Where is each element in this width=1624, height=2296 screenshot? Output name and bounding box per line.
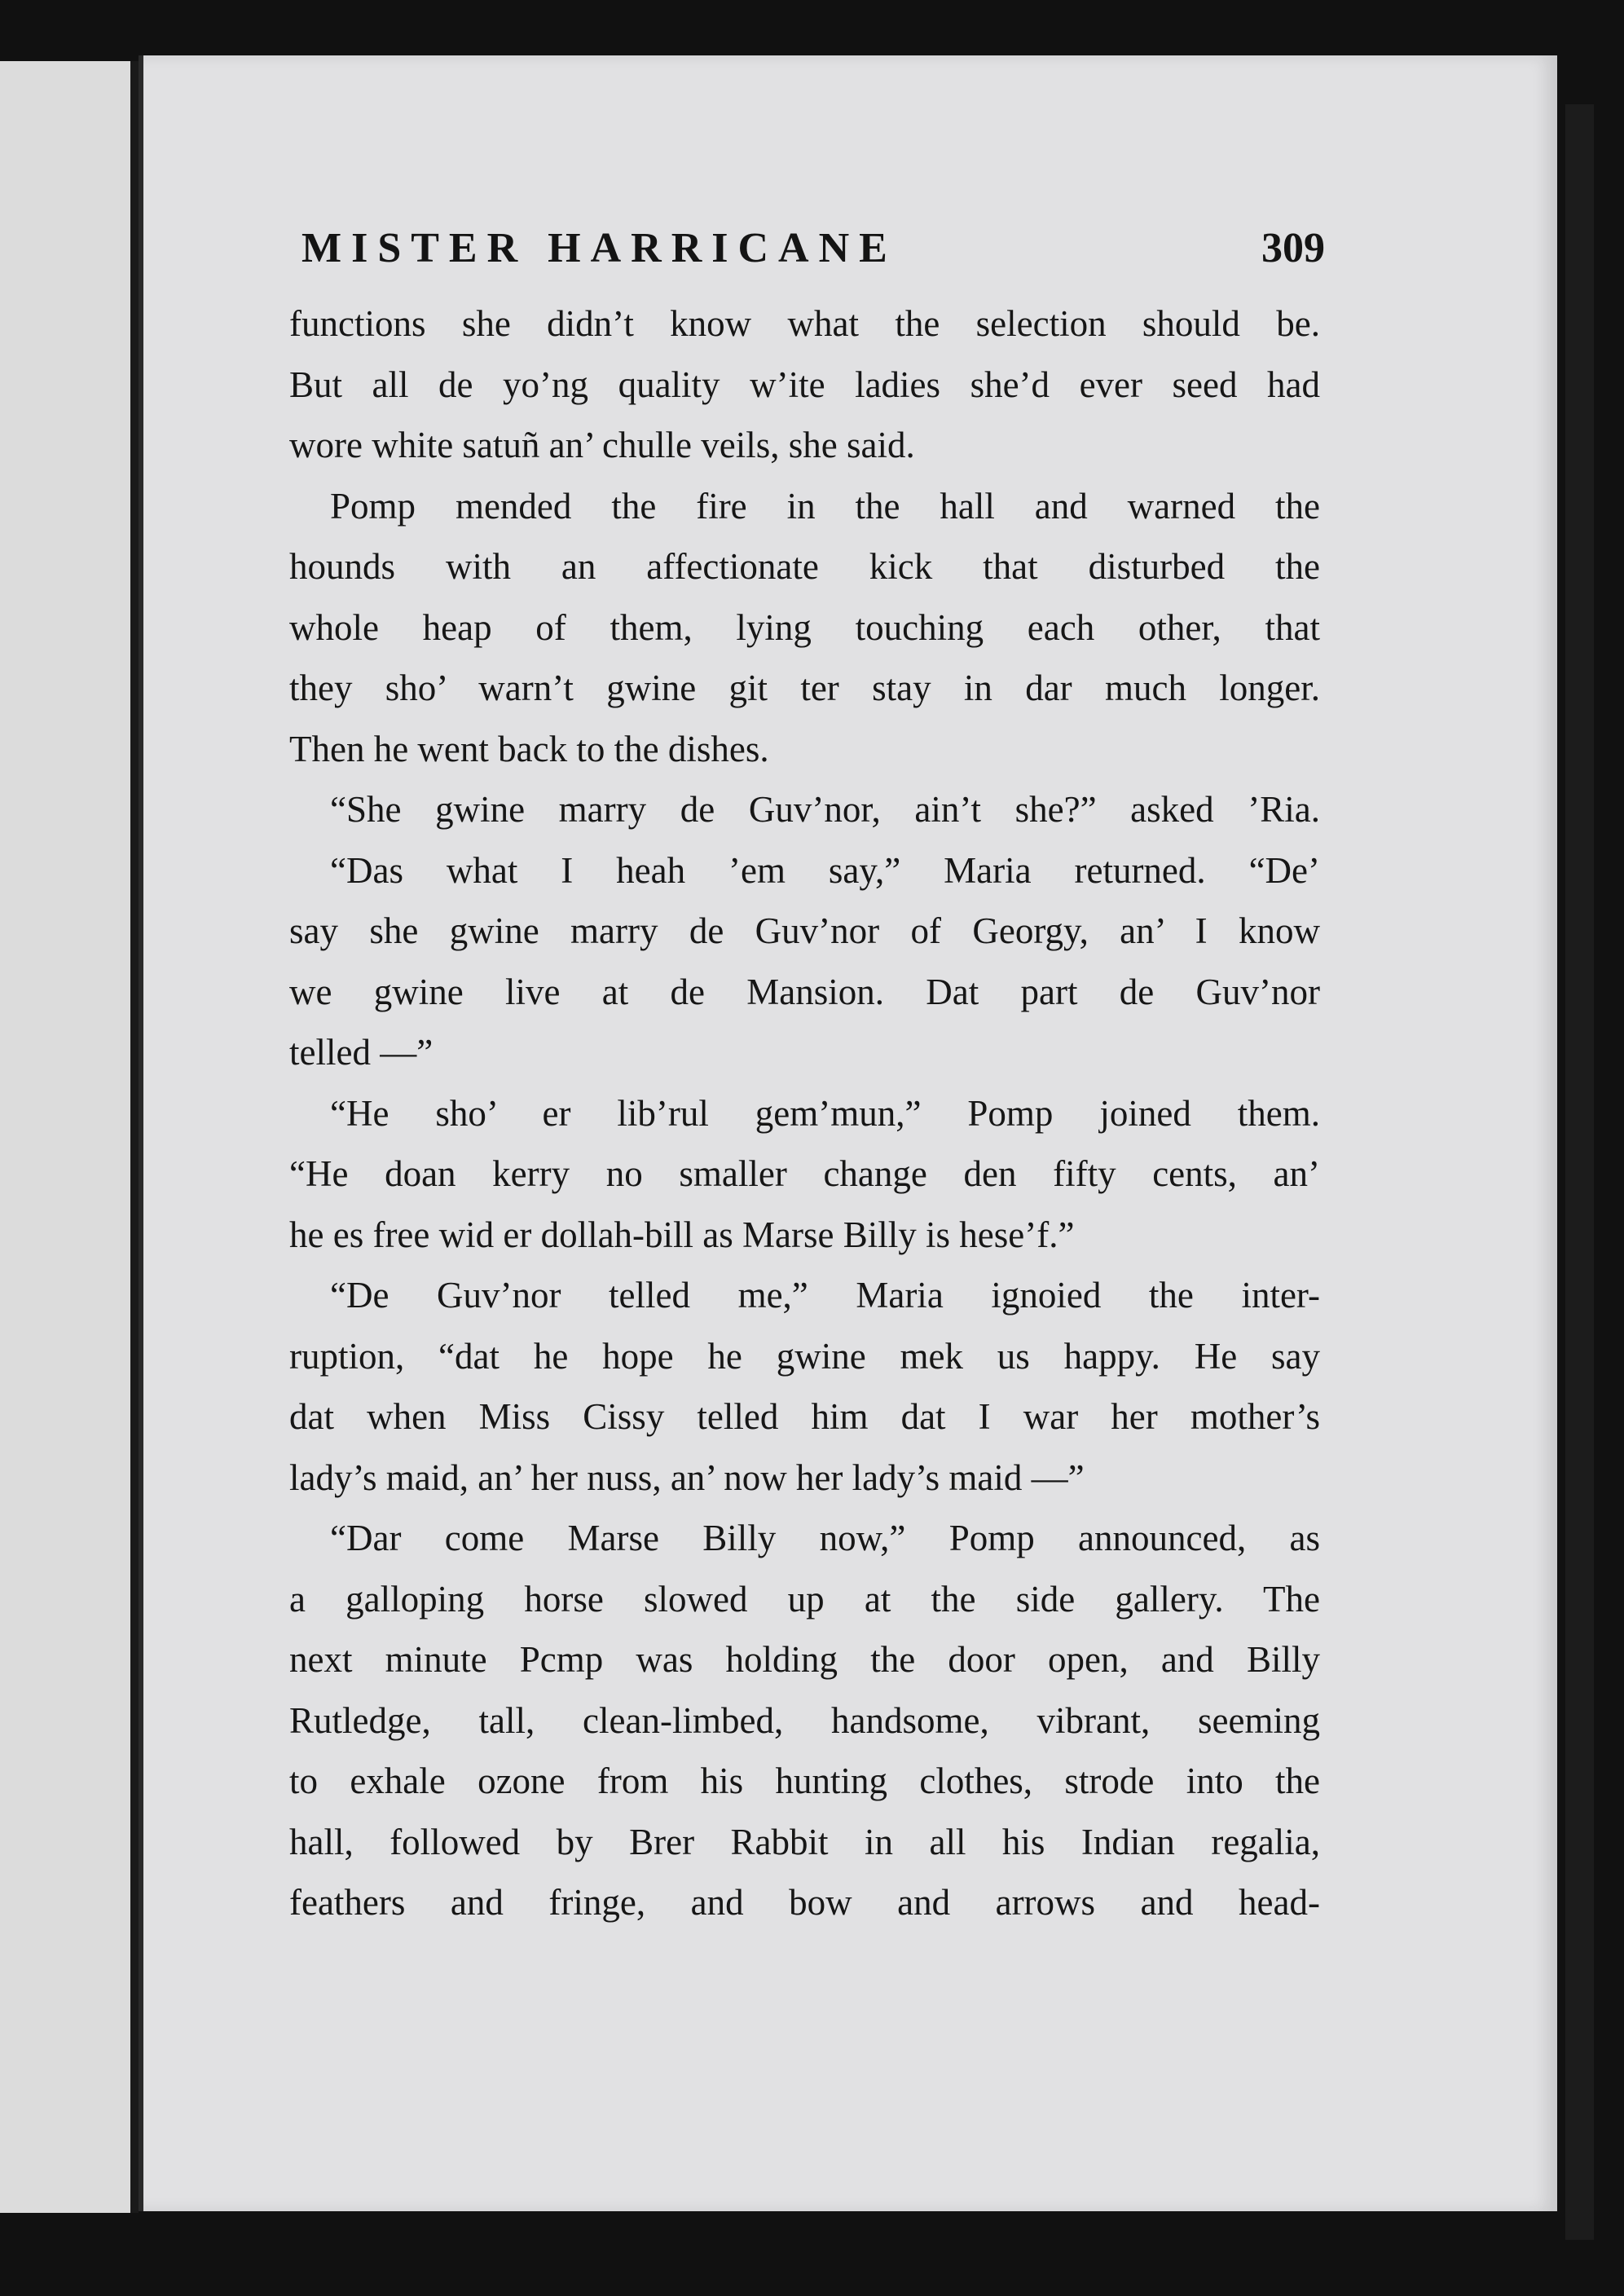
text-line: ruption, “dat he hope he gwine mek us happy. He say [289, 1335, 1320, 1377]
text-line: Rutledge, tall, clean-limbed, handsome, vibrant, seeming [289, 1699, 1320, 1741]
text-line: Then he went back to the dishes. [289, 728, 769, 769]
running-head [301, 224, 1325, 281]
text-line: they sho’ warn’t gwine git ter stay in dar much longer. [289, 668, 1320, 708]
page-number: 309 [1261, 225, 1325, 271]
text-line: feathers and fringe, and bow and arrows and head- [289, 1882, 1320, 1923]
text-line: telled —” [289, 1032, 434, 1073]
text-line: “He sho’ er lib’rul gem’mun,” Pomp joined them. [330, 1092, 1320, 1134]
text-line: he es free wid er dollah-bill as Marse Billy is hese’f.” [289, 1214, 1075, 1255]
text-line: functions she didn’t know what the selection should be. [289, 303, 1320, 344]
text-line: “Dar come Marse Billy now,” Pomp announced, as [330, 1518, 1320, 1558]
text-line: next minute Pcmp was holding the door open, and Billy [289, 1639, 1320, 1680]
text-line: whole heap of them, lying touching each other, that [289, 606, 1320, 648]
text-line: lady’s maid, an’ her nuss, an’ now her lady’s maid —” [289, 1456, 1085, 1498]
text-line: hounds with an affectionate kick that disturbed the [289, 546, 1320, 587]
text-line: “He doan kerry no smaller change den fifty cents, an’ [289, 1153, 1320, 1194]
previous-page-edge [0, 61, 139, 2213]
text-line: “Das what I heah ’em say,” Maria returned. “De’ [330, 849, 1320, 891]
text-line: say she gwine marry de Guv’nor of Georgy, an’ I know [289, 910, 1320, 951]
text-line: dat when Miss Cissy telled him dat I war her mother’s [289, 1396, 1320, 1437]
text-line: “She gwine marry de Guv’nor, ain’t she?” asked ’Ria. [330, 789, 1320, 830]
text-line: Pomp mended the fire in the hall and warned the [330, 485, 1320, 527]
running-title: MISTER HARRICANE [301, 225, 897, 271]
page-stack-edge [1565, 104, 1594, 2240]
text-line: “De Guv’nor telled me,” Maria ignoied the inter- [330, 1275, 1320, 1315]
text-line: But all de yo’ng quality w’ite ladies she’d ever seed had [289, 364, 1320, 405]
text-line: to exhale ozone from his hunting clothes, strode into the [289, 1761, 1320, 1801]
text-line: hall, followed by Brer Rabbit in all his Indian regalia, [289, 1821, 1320, 1862]
body-text [289, 293, 1320, 1933]
text-line: we gwine live at de Mansion. Dat part de Guv’nor [289, 971, 1320, 1012]
text-line: a galloping horse slowed up at the side gallery. The [289, 1578, 1320, 1620]
text-line: wore white satuñ an’ chulle veils, she said. [289, 425, 915, 465]
